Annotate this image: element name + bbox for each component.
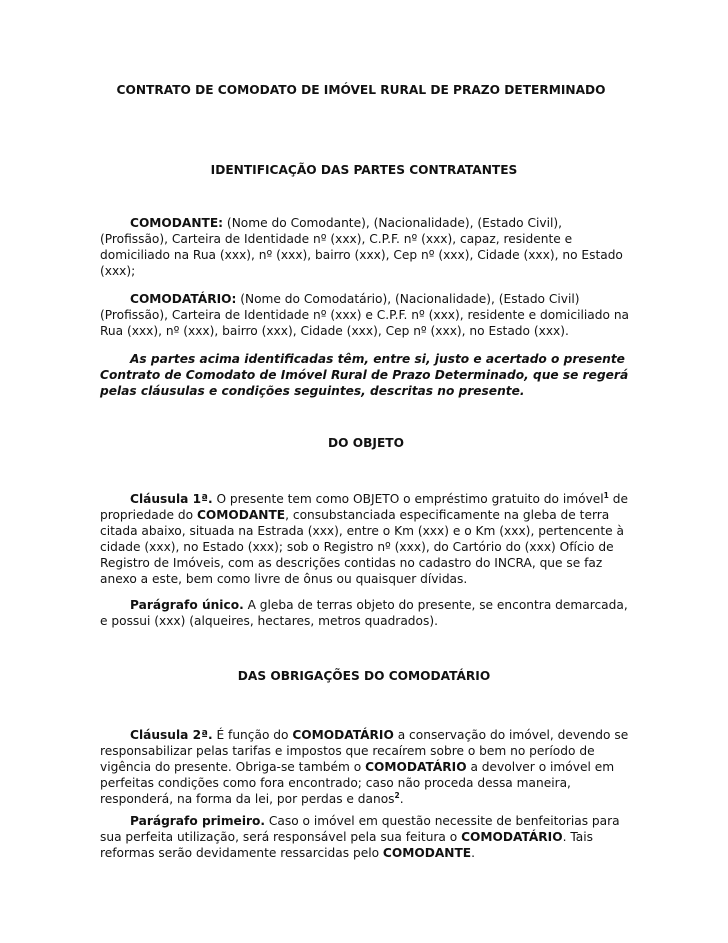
paragraph-first-text-c: . — [471, 846, 475, 860]
section-heading-object: DO OBJETO — [328, 436, 404, 450]
comodatario-label: COMODATÁRIO: — [130, 292, 237, 306]
paragraph-parties-statement — [100, 351, 630, 399]
clause-1-text-c: , consubstanciada especificamente na gleba de terra citada abaixo, situada na Estrada (xxx), entre o Km (xxx) e o Km (xxx), pertencente à cidade (xxx), no Estado (xxx); sob o Registro nº (xxx), do Cartório do (xxx) Ofício de Registro de Imóveis, com as descrições contidas no cadastro do INCRA, que se faz anexo a este, bem como livre de ônus ou quaisquer dívidas. — [100, 508, 624, 586]
paragraph-comodatario — [100, 291, 630, 339]
clause-2-bold-a: COMODATÁRIO — [292, 728, 394, 742]
single-paragraph-label: Parágrafo único. — [130, 598, 244, 612]
paragraph-first-text-a: Caso o imóvel em questão necessite de benfeitorias para sua perfeita utilização, será responsável pela sua feitura o — [100, 814, 620, 844]
parties-statement: As partes acima identificadas têm, entre si, justo e acertado o presente Contrato de Comodato de Imóvel Rural de Prazo Determinado, que se regerá pelas cláusulas e condições seguintes, descritas no presente. — [100, 352, 629, 398]
paragraph-clause-2 — [100, 727, 630, 807]
section-heading-parties: IDENTIFICAÇÃO DAS PARTES CONTRATANTES — [210, 163, 518, 177]
clause-2-bold-b: COMODATÁRIO — [365, 760, 467, 774]
single-paragraph-text: A gleba de terras objeto do presente, se encontra demarcada, e possui (xxx) (alqueires, hectares, metros quadrados). — [100, 598, 628, 628]
section-heading-obligations: DAS OBRIGAÇÕES DO COMODATÁRIO — [237, 669, 491, 683]
clause-1-bold: COMODANTE — [196, 508, 286, 522]
clause-1-text-a: O presente tem como OBJETO o empréstimo gratuito do imóvel — [212, 492, 604, 506]
paragraph-first-bold-a: COMODATÁRIO — [461, 830, 563, 844]
clause-1-text-b: de propriedade do — [100, 492, 628, 522]
comodatario-text: (Nome do Comodatário), (Nacionalidade), (Estado Civil) (Profissão), Carteira de Identidade nº (xxx) e C.P.F. nº (xxx), residente e domiciliado na Rua (xxx), nº (xxx), bairro (xxx), Cidade (xxx), Cep nº (xxx), no Estado (xxx). — [100, 292, 630, 338]
clause-1-label: Cláusula 1ª. — [130, 492, 213, 506]
clause-2-text-d: . — [399, 792, 404, 806]
paragraph-single — [100, 597, 630, 629]
document-title: CONTRATO DE COMODATO DE IMÓVEL RURAL DE PRAZO DETERMINADO — [116, 83, 606, 97]
paragraph-first-text-b: . Tais reformas serão devidamente ressarcidas pelo — [100, 830, 593, 860]
clause-2-text-a: É função do — [212, 728, 293, 742]
paragraph-first — [100, 813, 630, 861]
footnote-ref-2[interactable]: 2 — [394, 791, 400, 800]
paragraph-comodante — [100, 215, 630, 279]
clause-2-text-c: a devolver o imóvel em perfeitas condições como fora encontrado; caso não proceda dessa maneira, responderá, na forma da lei, por perdas e danos — [100, 760, 615, 806]
comodante-text: (Nome do Comodante), (Nacionalidade), (Estado Civil), (Profissão), Carteira de Identidade nº (xxx), C.P.F. nº (xxx), capaz, residente e domiciliado na Rua (xxx), nº (xxx), bairro (xxx), Cep nº (xxx), Cidade (xxx), no Estado (xxx); — [100, 216, 623, 278]
footnote-ref-1[interactable]: 1 — [603, 491, 609, 500]
clause-2-text-b: a conservação do imóvel, devendo se responsabilizar pelas tarifas e impostos que recaírem sobre o bem no período de vigência do presente. Obriga-se também o — [100, 728, 629, 774]
paragraph-first-bold-b: COMODANTE — [382, 846, 472, 860]
paragraph-clause-1 — [100, 491, 630, 587]
paragraph-first-label: Parágrafo primeiro. — [130, 814, 266, 828]
clause-2-label: Cláusula 2ª. — [130, 728, 213, 742]
comodante-label: COMODANTE: — [130, 216, 224, 230]
